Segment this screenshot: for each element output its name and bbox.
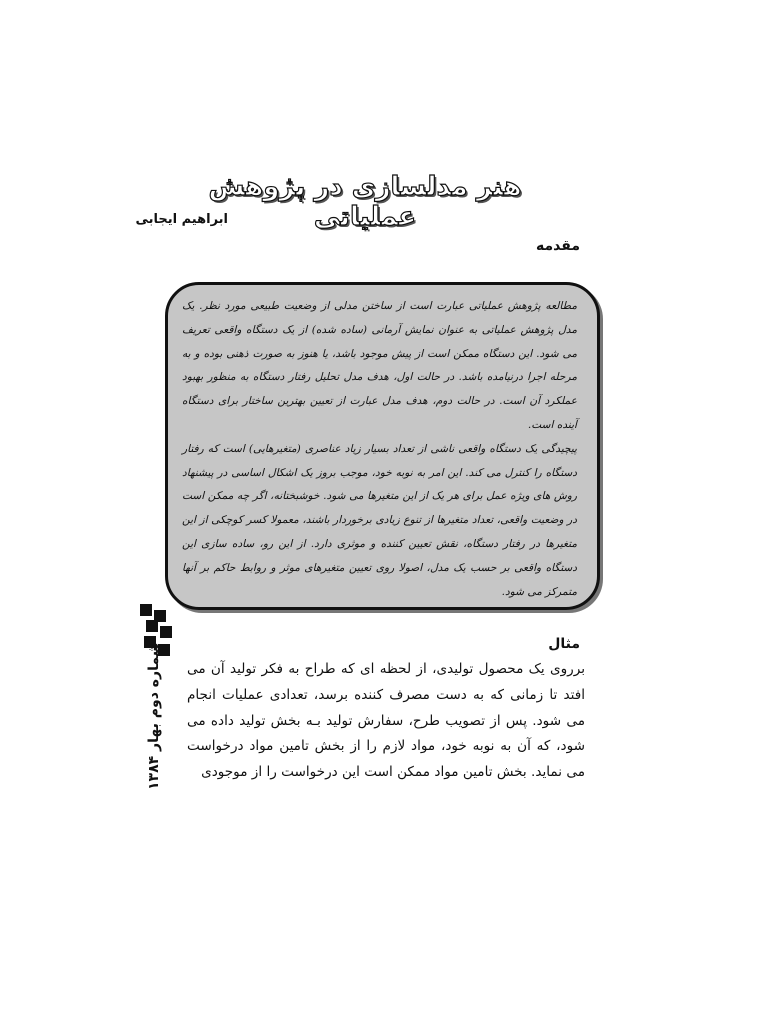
section-heading-example: مثال [548, 636, 580, 652]
intro-paragraph-1: مطالعه پژوهش عملیاتی عبارت است از ساختن مدلی از وضعیت طبیعی مورد نظر. یک مدل پژوهش عملیاتی به عنوان نمایش آرمانی (ساده شده) از یک دستگاه واقعی تعریف می شود. این دستگاه ممکن است از پیش موجود باشد، یا هنوز به صورت ذهنی بوده و به مرحله اجرا درنیامده باشد. در حالت اول، هدف مدل تحلیل رفتار دستگاه به منظور بهبود عملکرد آن است. در حالت دوم، هدف مدل عبارت از تعیین بهترین ساختار برای دستگاه آینده است. [182, 300, 577, 431]
intro-paragraph-2: پیچیدگی یک دستگاه واقعی ناشی از تعداد بسیار زیاد عناصری (متغیرهایی) است که رفتار دستگاه را کنترل می کند. این امر به نوبه خود، موجب بروز یک اشکال اساسی در پیشنهاد روش های ویژه عمل برای هر یک از این متغیرها می شود. خوشبختانه، اگر چه ممکن است در وضعیت واقعی، تعداد متغیرها از تنوع زیادی برخوردار باشند، معمولا کسر کوچکی از این متغیرها در رفتار دستگاه، نقش تعیین کننده و موثری دارد. از این رو، ساده سازی این دستگاه واقعی بر حسب یک مدل، اصولا روی تعیین متغیرهای موثر و روابط حاکم بر آنها متمرکز می شود. [182, 442, 577, 598]
intro-box [165, 282, 600, 610]
issue-label: شماره دوم بهار ۱۳۸۴ [146, 642, 162, 790]
example-paragraph: برروی یک محصول تولیدی، از لحظه ای که طراح به فکر تولید آن می افتد تا زمانی که به دست مصرف کننده برسد، تعدادی عملیات انجام می شود. پس از تصویب طرح، سفارش تولید بـه بخش تولید داده می شود، که آن به نوبه خود، مواد لازم را از بخش تامین مواد درخواست می نماید. بخش تامین مواد ممکن است این درخواست را از موجودی [187, 661, 585, 781]
section-heading-intro: مقدمه [536, 238, 580, 254]
article-title: هنر مدلسازی در پژوهش عملیاتی [208, 172, 522, 232]
author-name: ابراهیم ایجابی [135, 212, 228, 227]
